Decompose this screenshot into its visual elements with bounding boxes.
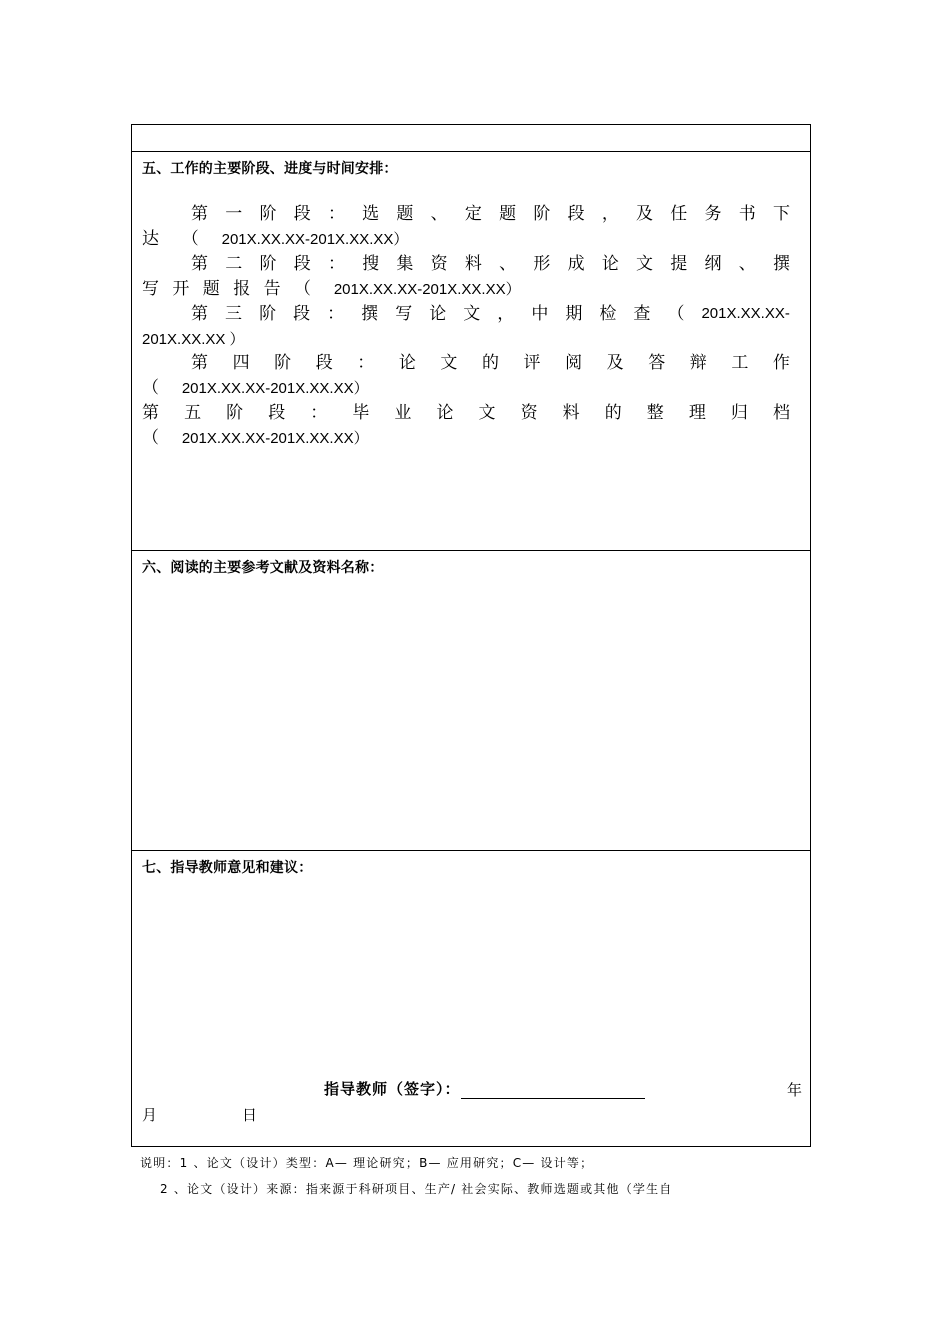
stage-line-chars xyxy=(142,302,790,326)
stage-char: ： xyxy=(327,204,345,224)
stage-char: 料 xyxy=(464,254,482,274)
stage-char: （ xyxy=(667,304,685,324)
stage-char: ： xyxy=(327,304,345,324)
month-label: 月 xyxy=(142,1106,158,1124)
stage-char: 评 xyxy=(523,353,541,373)
stage-line-chars xyxy=(142,252,790,276)
advisor-signature-label: 指导教师（签字）： xyxy=(324,1080,461,1098)
section-advisor-opinion xyxy=(132,851,810,1148)
stage-char: 的 xyxy=(481,353,499,373)
stage-char: 毕 xyxy=(352,403,370,423)
stage-char: 成 xyxy=(567,254,585,274)
stage-line-3-b xyxy=(142,327,802,352)
stage-char: 形 xyxy=(533,254,551,274)
stage-date-range: 201X.XX.XX-201X.XX.XX） xyxy=(221,231,409,248)
stage-char: 四 xyxy=(232,353,250,373)
stage-char: 集 xyxy=(396,254,414,274)
stage-char: 段 xyxy=(293,204,311,224)
stage-char: 第 xyxy=(191,254,208,274)
stage-char: 、 xyxy=(430,204,448,224)
stage-char: 纲 xyxy=(704,254,722,274)
stage-char: 段 xyxy=(268,403,286,423)
stage-char: 辩 xyxy=(689,353,707,373)
stage-char: 阶 xyxy=(259,304,277,324)
stage-char: 撰 xyxy=(772,254,790,274)
stage-char: 中 xyxy=(531,304,549,324)
stage-char: 查 xyxy=(633,304,651,324)
stage-date-range: 201X.XX.XX-201X.XX.XX） xyxy=(333,281,521,298)
stage-char: 第 xyxy=(191,204,208,224)
stage-char: 业 xyxy=(394,403,412,423)
advisor-signature-line[interactable] xyxy=(461,1084,645,1099)
stage-char: 、 xyxy=(738,254,756,274)
stage-char: ： xyxy=(357,353,375,373)
stage-line-2-a xyxy=(142,252,802,276)
stage-char: 三 xyxy=(225,304,243,324)
stage-char: 题 xyxy=(499,204,517,224)
stage-char: 论 xyxy=(436,403,454,423)
stage-char: 阶 xyxy=(274,353,292,373)
stage-char: 资 xyxy=(430,254,448,274)
stage-char: 二 xyxy=(225,254,243,274)
year-label: 年 xyxy=(787,1081,803,1099)
stage-char: 第 xyxy=(191,353,208,373)
stage-char: 定 xyxy=(464,204,482,224)
stage-line-text: （ xyxy=(142,428,182,448)
task-form-table xyxy=(131,124,811,1147)
stage-char: 阶 xyxy=(259,254,277,274)
stage-char: 撰 xyxy=(361,304,379,324)
stage-char: 检 xyxy=(599,304,617,324)
stage-char: 写 xyxy=(395,304,413,324)
stage-char: 务 xyxy=(704,204,722,224)
section-schedule-title: 五、工作的主要阶段、进度与时间安排： xyxy=(142,161,398,177)
stage-char: 答 xyxy=(648,353,666,373)
stage-char: 201X.XX.XX- xyxy=(701,305,790,322)
stage-char: 段 xyxy=(315,353,333,373)
stage-char: 资 xyxy=(520,403,538,423)
advisor-signature-row xyxy=(324,1078,645,1099)
stage-char: 档 xyxy=(772,403,790,423)
stage-char: ： xyxy=(327,254,345,274)
stage-char: 选 xyxy=(362,204,380,224)
section-references-title: 六、阅读的主要参考文献及资料名称： xyxy=(142,560,384,576)
stage-char: 及 xyxy=(636,204,654,224)
stage-char: 段 xyxy=(293,254,311,274)
stage-char: 论 xyxy=(398,353,416,373)
stage-char: 工 xyxy=(731,353,749,373)
stage-line-text: （ xyxy=(142,378,182,398)
stage-char: 书 xyxy=(738,204,756,224)
stage-char: 论 xyxy=(601,254,619,274)
stage-char: 归 xyxy=(730,403,748,423)
day-label: 日 xyxy=(242,1106,258,1124)
stage-char: 阶 xyxy=(533,204,551,224)
stage-char: 文 xyxy=(636,254,654,274)
stage-line-4-a xyxy=(142,351,802,375)
stage-char: 五 xyxy=(184,403,202,423)
stage-line-5-b xyxy=(142,426,802,451)
section-schedule xyxy=(132,152,810,551)
stage-char: 及 xyxy=(606,353,624,373)
stage-char: 段 xyxy=(567,204,585,224)
stage-char: 料 xyxy=(562,403,580,423)
stage-char: 理 xyxy=(688,403,706,423)
note-line-2: 2 、论文（设计）来源：指来源于科研项目、生产/ 社会实际、教师选题或其他（学生自 xyxy=(160,1182,673,1196)
stage-line-text: 达 （ xyxy=(142,229,222,249)
stage-char: 文 xyxy=(463,304,481,324)
stage-char: 作 xyxy=(772,353,790,373)
stage-date-range: 201X.XX.XX-201X.XX.XX） xyxy=(181,430,369,447)
stage-char: 第 xyxy=(142,403,159,423)
stage-char: 阶 xyxy=(226,403,244,423)
stage-char: ， xyxy=(497,304,515,324)
stage-char: 提 xyxy=(670,254,688,274)
stage-char: 任 xyxy=(670,204,688,224)
stage-char: 阶 xyxy=(259,204,277,224)
section-advisor-title: 七、指导教师意见和建议： xyxy=(142,860,313,876)
table-top-row xyxy=(132,125,810,152)
note-line-1: 说明：1 、论文（设计）类型：A— 理论研究；B— 应用研究；C— 设计等； xyxy=(140,1156,594,1170)
stage-char: 论 xyxy=(429,304,447,324)
stage-char: 阅 xyxy=(565,353,583,373)
stage-char: 题 xyxy=(396,204,414,224)
stage-char: 、 xyxy=(499,254,517,274)
section-references xyxy=(132,551,810,851)
stage-line-2-b xyxy=(142,277,802,302)
stage-line-chars xyxy=(142,401,790,425)
stage-line-1-a xyxy=(142,202,802,226)
stage-date-range: 201X.XX.XX-201X.XX.XX） xyxy=(181,380,369,397)
stage-line-chars xyxy=(142,202,790,226)
stage-char: 第 xyxy=(191,304,208,324)
stage-line-text: 写 开 题 报 告 （ xyxy=(142,279,334,299)
stage-line-chars xyxy=(142,351,790,375)
stage-char: 文 xyxy=(440,353,458,373)
stage-char: 搜 xyxy=(362,254,380,274)
stage-char: 下 xyxy=(772,204,790,224)
stage-line-5-a xyxy=(142,401,802,425)
stage-char: 一 xyxy=(225,204,243,224)
stage-char: ： xyxy=(310,403,328,423)
stage-line-1-b xyxy=(142,227,802,252)
stage-char: 的 xyxy=(604,403,622,423)
stage-date-range: 201X.XX.XX ） xyxy=(142,331,245,348)
stage-char: 整 xyxy=(646,403,664,423)
stage-char: 期 xyxy=(565,304,583,324)
stage-char: 文 xyxy=(478,403,496,423)
stage-char: 段 xyxy=(293,304,311,324)
stage-line-3-a xyxy=(142,302,802,326)
stage-char: ， xyxy=(601,204,619,224)
stage-line-4-b xyxy=(142,376,802,401)
